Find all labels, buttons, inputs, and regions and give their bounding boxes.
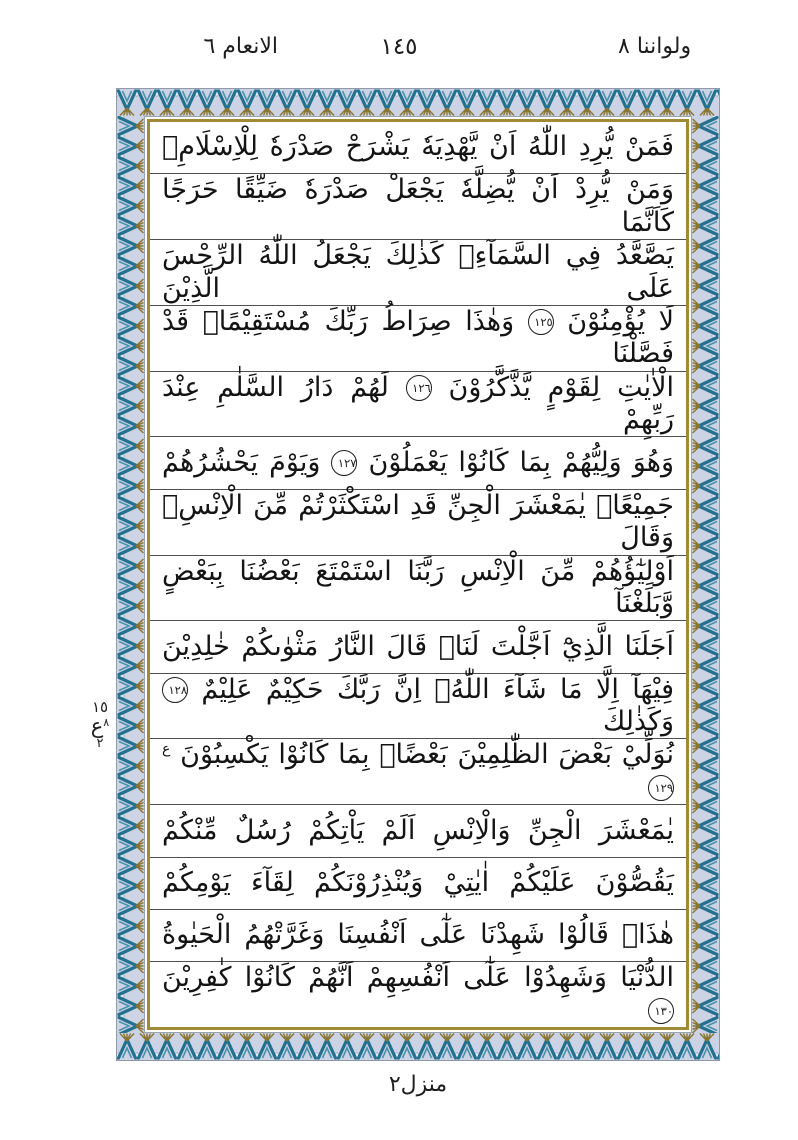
ayah-number-badge: ١٢٥ xyxy=(528,309,554,335)
text-area-outer xyxy=(144,116,692,1033)
ruku-ain-glyph: ع xyxy=(90,713,104,738)
ayah-number-badge: ١٣٠ xyxy=(648,998,674,1024)
quran-line-text xyxy=(162,131,674,163)
quran-line-text xyxy=(162,919,674,951)
quran-line-text xyxy=(162,631,674,663)
border-ornament-right xyxy=(692,116,719,1033)
quran-line-text xyxy=(162,372,674,437)
quran-line xyxy=(150,962,686,1027)
quran-text-segment: هٰذَاۚ قَالُوْا شَهِدْنَا عَلٰٓى اَنْفُسِنَا وَغَرَّتْهُمُ الْحَيٰوةُ xyxy=(162,919,674,951)
quran-text-segment: فَمَنْ يُّرِدِ اللّٰهُ اَنْ يَّهْدِيَهٗ يَشْرَحْ صَدْرَهٗ لِلْاِسْلَامِۚ xyxy=(162,131,674,163)
juz-label: ولواننا ٨ xyxy=(618,34,692,59)
quran-line xyxy=(150,372,686,438)
quran-text-segment: نُوَلِّيْ بَعْضَ الظّٰلِمِيْنَ بَعْضًاۢ بِمَا كَانُوْا يَكْسِبُوْنَ xyxy=(180,739,674,771)
quran-line-text xyxy=(162,674,674,739)
ruku-margin-marker xyxy=(82,700,118,750)
quran-line xyxy=(150,174,686,240)
quran-line xyxy=(150,858,686,910)
quran-line xyxy=(150,621,686,673)
quran-line-text xyxy=(162,867,674,899)
quran-text-segment: لَا يُؤْمِنُوْنَ xyxy=(567,305,674,337)
ayah-number-badge: ١٢٩ xyxy=(648,775,674,801)
quran-text-segment: لَهُمْ دَارُ السَّلٰمِ عِنْدَ رَبِّهِمْ xyxy=(162,371,674,436)
quran-text-segment: يٰمَعْشَرَ الْجِنِّ وَالْاِنْسِ اَلَمْ يَاْتِكُمْ رُسُلٌ مِّنْكُمْ xyxy=(162,814,674,846)
quran-line-text xyxy=(162,739,674,804)
quran-line xyxy=(150,739,686,805)
quran-text-segment: يَقُصُّوْنَ عَلَيْكُمْ اٰيٰتِيْ وَيُنْذِرُوْنَكُمْ لِقَآءَ يَوْمِكُمْ xyxy=(162,867,674,899)
quran-line-text xyxy=(162,556,674,621)
quran-line xyxy=(150,910,686,962)
surah-label: الانعام ٦ xyxy=(203,34,278,59)
quran-line xyxy=(150,674,686,740)
ruku-ain-mark: ع xyxy=(162,741,171,758)
quran-line xyxy=(150,240,686,306)
ruku-ayah-count: ٨ xyxy=(103,715,110,729)
ayah-number-badge: ١٢٦ xyxy=(406,375,432,401)
border-ornament-left xyxy=(117,116,144,1033)
quran-text-segment: الدُّنْيَا وَشَهِدُوْا عَلٰٓى اَنْفُسِهِمْ اَنَّهُمْ كَانُوْا كٰفِرِيْنَ xyxy=(162,962,674,994)
quran-text-segment: وَهُوَ وَلِيُّهُمْ بِمَا كَانُوْا يَعْمَلُوْنَ xyxy=(368,446,674,478)
quran-text-area xyxy=(147,119,689,1030)
quran-text-segment: الْاٰيٰتِ لِقَوْمٍ يَّذَّكَّرُوْنَ xyxy=(448,371,674,403)
border-ornament-bottom xyxy=(117,1033,719,1060)
quran-line xyxy=(150,122,686,174)
quran-text-segment: وَهٰذَا صِرَاطُ رَبِّكَ مُسْتَقِيْمًاۚ قَدْ فَصَّلْنَا xyxy=(162,305,674,370)
quran-text-segment: وَيَوْمَ يَحْشُرُهُمْ xyxy=(162,446,321,478)
quran-text-segment: وَمَنْ يُّرِدْ اَنْ يُّضِلَّهٗ يَجْعَلْ صَدْرَهٗ ضَيِّقًا حَرَجًا كَاَنَّمَا xyxy=(162,174,674,238)
ruku-number: ١٥ xyxy=(91,698,109,716)
ayah-number-badge: ١٢٧ xyxy=(331,450,357,476)
quran-line-text xyxy=(162,306,674,371)
quran-text-segment: وَكَذٰلِكَ xyxy=(602,706,674,738)
quran-line-text xyxy=(162,962,674,1027)
quran-line xyxy=(150,437,686,489)
ayah-number-badge: ١٢٨ xyxy=(162,677,188,703)
quran-text-segment: يَصَّعَّدُ فِي السَّمَآءِۚ كَذٰلِكَ يَجْعَلُ اللّٰهُ الرِّجْسَ عَلَى الَّذِيْنَ xyxy=(162,240,674,304)
page-number: ١٤٥ xyxy=(380,34,418,60)
quran-line xyxy=(150,805,686,857)
quran-line xyxy=(150,556,686,622)
quran-line xyxy=(150,490,686,556)
decorative-border-frame xyxy=(116,88,720,1061)
quran-line-text xyxy=(162,174,674,239)
quran-line-text xyxy=(162,447,674,479)
quran-line-text xyxy=(162,815,674,847)
manzil-label: منزل٢ xyxy=(388,1072,448,1097)
quran-text-segment: جَمِيْعًاۚ يٰمَعْشَرَ الْجِنِّ قَدِ اسْتَكْثَرْتُمْ مِّنَ الْاِنْسِۚ وَقَالَ xyxy=(162,489,674,554)
quran-text-segment: اَجَلَنَا الَّذِيْٓ اَجَّلْتَ لَنَاۚ قَالَ النَّارُ مَثْوٰىكُمْ خٰلِدِيْنَ xyxy=(162,630,674,662)
quran-text-segment: فِيْهَآ اِلَّا مَا شَآءَ اللّٰهُۚ اِنَّ رَبَّكَ حَكِيْمٌ عَلِيْمٌ xyxy=(201,673,674,705)
quran-line xyxy=(150,306,686,372)
quran-line-text xyxy=(162,490,674,555)
quran-text-segment: اَوْلِيٰٓؤُهُمْ مِّنَ الْاِنْسِ رَبَّنَا اسْتَمْتَعَ بَعْضُنَا بِبَعْضٍ وَّبَلَغْنَآ xyxy=(162,555,674,619)
border-ornament-top xyxy=(117,89,719,116)
ruku-lower-number: ٢ xyxy=(96,735,104,751)
quran-line-text xyxy=(162,240,674,305)
